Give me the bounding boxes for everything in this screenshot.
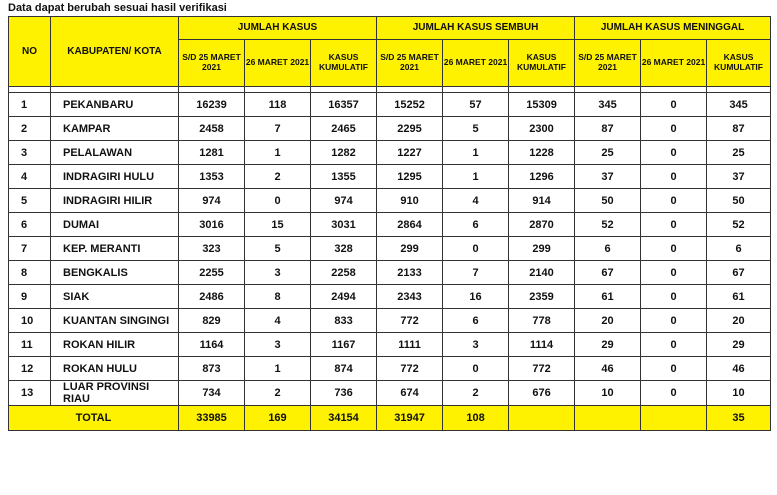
row-value-cell: 5: [245, 237, 311, 261]
row-number: 10: [9, 309, 51, 333]
row-value-cell: 674: [377, 381, 443, 406]
row-value-cell: 25: [707, 141, 771, 165]
row-value-cell: 2: [443, 381, 509, 406]
row-value-cell: 2133: [377, 261, 443, 285]
row-value-cell: 4: [245, 309, 311, 333]
row-number: 12: [9, 357, 51, 381]
row-value-cell: 2359: [509, 285, 575, 309]
row-value-cell: 772: [377, 309, 443, 333]
row-value-cell: 6: [575, 237, 641, 261]
row-value-cell: 15309: [509, 93, 575, 117]
row-value-cell: 829: [179, 309, 245, 333]
row-kabupaten-name: INDRAGIRI HILIR: [51, 189, 179, 213]
row-value-cell: 910: [377, 189, 443, 213]
total-value-cell: 35: [707, 406, 771, 431]
row-value-cell: 46: [707, 357, 771, 381]
row-value-cell: 3: [245, 333, 311, 357]
row-value-cell: 833: [311, 309, 377, 333]
row-value-cell: 2295: [377, 117, 443, 141]
row-value-cell: 1355: [311, 165, 377, 189]
row-value-cell: 0: [641, 141, 707, 165]
row-value-cell: 0: [443, 357, 509, 381]
row-value-cell: 37: [707, 165, 771, 189]
row-value-cell: 1167: [311, 333, 377, 357]
row-value-cell: 0: [641, 117, 707, 141]
subheader-26-maret: 26 MARET 2021: [245, 40, 311, 87]
row-value-cell: 2458: [179, 117, 245, 141]
row-value-cell: 2870: [509, 213, 575, 237]
row-number: 3: [9, 141, 51, 165]
covid-cases-table: [8, 16, 771, 431]
row-value-cell: 1: [245, 357, 311, 381]
row-number: 11: [9, 333, 51, 357]
row-kabupaten-name: KEP. MERANTI: [51, 237, 179, 261]
table-row: [9, 237, 771, 261]
row-value-cell: 25: [575, 141, 641, 165]
subheader-kasus-kumulatif: KASUS KUMULATIF: [509, 40, 575, 87]
table-row: [9, 333, 771, 357]
row-value-cell: 46: [575, 357, 641, 381]
row-value-cell: 3016: [179, 213, 245, 237]
row-value-cell: 29: [575, 333, 641, 357]
row-value-cell: 20: [707, 309, 771, 333]
row-value-cell: 6: [443, 309, 509, 333]
row-value-cell: 873: [179, 357, 245, 381]
header-kabupaten-kota: KABUPATEN/ KOTA: [51, 17, 179, 87]
row-value-cell: 736: [311, 381, 377, 406]
subheader-sd-25-maret: S/D 25 MARET 2021: [377, 40, 443, 87]
row-value-cell: 7: [443, 261, 509, 285]
header-jumlah-kasus: JUMLAH KASUS: [179, 17, 377, 40]
verification-note: Data dapat berubah sesuai hasil verifikasi: [8, 2, 227, 14]
row-number: 7: [9, 237, 51, 261]
row-value-cell: 0: [641, 333, 707, 357]
row-value-cell: 61: [707, 285, 771, 309]
row-value-cell: 778: [509, 309, 575, 333]
row-value-cell: 0: [443, 237, 509, 261]
row-value-cell: 1228: [509, 141, 575, 165]
table-row: [9, 117, 771, 141]
row-value-cell: 345: [575, 93, 641, 117]
row-value-cell: 2140: [509, 261, 575, 285]
subheader-sd-25-maret: S/D 25 MARET 2021: [179, 40, 245, 87]
row-value-cell: 0: [641, 189, 707, 213]
row-value-cell: 87: [707, 117, 771, 141]
row-value-cell: 299: [377, 237, 443, 261]
row-number: 5: [9, 189, 51, 213]
row-value-cell: 772: [509, 357, 575, 381]
row-value-cell: 2: [245, 381, 311, 406]
row-kabupaten-name: PEKANBARU: [51, 93, 179, 117]
row-value-cell: 323: [179, 237, 245, 261]
row-value-cell: 52: [575, 213, 641, 237]
row-value-cell: 8: [245, 285, 311, 309]
table-body: [9, 87, 771, 431]
table-row: [9, 261, 771, 285]
row-value-cell: 772: [377, 357, 443, 381]
row-value-cell: 15252: [377, 93, 443, 117]
row-value-cell: 2486: [179, 285, 245, 309]
row-value-cell: 2494: [311, 285, 377, 309]
row-value-cell: 37: [575, 165, 641, 189]
row-value-cell: 2465: [311, 117, 377, 141]
row-value-cell: 1295: [377, 165, 443, 189]
row-value-cell: 1227: [377, 141, 443, 165]
total-value-cell: [641, 406, 707, 431]
table-row: [9, 141, 771, 165]
row-value-cell: 6: [443, 213, 509, 237]
row-value-cell: 1: [443, 165, 509, 189]
row-value-cell: 2: [245, 165, 311, 189]
row-kabupaten-name: KUANTAN SINGINGI: [51, 309, 179, 333]
row-value-cell: 1114: [509, 333, 575, 357]
row-value-cell: 874: [311, 357, 377, 381]
row-value-cell: 328: [311, 237, 377, 261]
row-value-cell: 734: [179, 381, 245, 406]
row-value-cell: 29: [707, 333, 771, 357]
row-value-cell: 1296: [509, 165, 575, 189]
row-kabupaten-name: ROKAN HILIR: [51, 333, 179, 357]
row-value-cell: 6: [707, 237, 771, 261]
row-number: 8: [9, 261, 51, 285]
total-value-cell: 33985: [179, 406, 245, 431]
row-value-cell: 0: [641, 213, 707, 237]
row-value-cell: 2864: [377, 213, 443, 237]
row-value-cell: 3031: [311, 213, 377, 237]
row-value-cell: 0: [641, 93, 707, 117]
row-value-cell: 1353: [179, 165, 245, 189]
row-number: 4: [9, 165, 51, 189]
total-row: [9, 406, 771, 431]
row-value-cell: 0: [641, 261, 707, 285]
row-value-cell: 5: [443, 117, 509, 141]
table-row: [9, 93, 771, 117]
header-no: NO: [9, 17, 51, 87]
row-value-cell: 67: [575, 261, 641, 285]
row-value-cell: 2300: [509, 117, 575, 141]
row-kabupaten-name: INDRAGIRI HULU: [51, 165, 179, 189]
row-value-cell: 914: [509, 189, 575, 213]
row-value-cell: 52: [707, 213, 771, 237]
row-value-cell: 2258: [311, 261, 377, 285]
total-value-cell: 108: [443, 406, 509, 431]
table-row: [9, 309, 771, 333]
subheader-26-maret: 26 MARET 2021: [641, 40, 707, 87]
row-value-cell: 974: [179, 189, 245, 213]
row-value-cell: 67: [707, 261, 771, 285]
row-value-cell: 1281: [179, 141, 245, 165]
row-number: 6: [9, 213, 51, 237]
row-value-cell: 299: [509, 237, 575, 261]
row-value-cell: 676: [509, 381, 575, 406]
row-value-cell: 2343: [377, 285, 443, 309]
row-value-cell: 1: [443, 141, 509, 165]
row-value-cell: 1111: [377, 333, 443, 357]
row-value-cell: 16357: [311, 93, 377, 117]
row-number: 9: [9, 285, 51, 309]
row-value-cell: 1: [245, 141, 311, 165]
row-value-cell: 7: [245, 117, 311, 141]
row-value-cell: 10: [575, 381, 641, 406]
row-value-cell: 0: [641, 309, 707, 333]
row-value-cell: 10: [707, 381, 771, 406]
row-value-cell: 0: [641, 357, 707, 381]
row-value-cell: 50: [707, 189, 771, 213]
table-row: [9, 381, 771, 406]
table-row: [9, 189, 771, 213]
watermark: bermadah.co.id: [500, 455, 740, 485]
table-row: [9, 213, 771, 237]
row-number: 1: [9, 93, 51, 117]
subheader-kasus-kumulatif: KASUS KUMULATIF: [707, 40, 771, 87]
table-row: [9, 165, 771, 189]
row-value-cell: 15: [245, 213, 311, 237]
row-value-cell: 50: [575, 189, 641, 213]
row-value-cell: 1282: [311, 141, 377, 165]
row-value-cell: 87: [575, 117, 641, 141]
total-value-cell: [575, 406, 641, 431]
row-value-cell: 974: [311, 189, 377, 213]
subheader-kasus-kumulatif: KASUS KUMULATIF: [311, 40, 377, 87]
total-value-cell: 169: [245, 406, 311, 431]
row-value-cell: 16: [443, 285, 509, 309]
row-value-cell: 2255: [179, 261, 245, 285]
row-kabupaten-name: KAMPAR: [51, 117, 179, 141]
row-kabupaten-name: ROKAN HULU: [51, 357, 179, 381]
total-label: TOTAL: [9, 406, 179, 431]
row-value-cell: 3: [245, 261, 311, 285]
row-kabupaten-name: BENGKALIS: [51, 261, 179, 285]
row-value-cell: 4: [443, 189, 509, 213]
total-value-cell: 34154: [311, 406, 377, 431]
header-jumlah-kasus-sembuh: JUMLAH KASUS SEMBUH: [377, 17, 575, 40]
row-kabupaten-name: LUAR PROVINSI RIAU: [51, 381, 179, 406]
row-value-cell: 3: [443, 333, 509, 357]
row-value-cell: 1164: [179, 333, 245, 357]
row-value-cell: 0: [641, 381, 707, 406]
row-kabupaten-name: SIAK: [51, 285, 179, 309]
table-row: [9, 357, 771, 381]
row-kabupaten-name: DUMAI: [51, 213, 179, 237]
total-value-cell: [509, 406, 575, 431]
row-value-cell: 57: [443, 93, 509, 117]
row-number: 2: [9, 117, 51, 141]
header-jumlah-kasus-meninggal: JUMLAH KASUS MENINGGAL: [575, 17, 771, 40]
row-value-cell: 345: [707, 93, 771, 117]
row-value-cell: 0: [641, 237, 707, 261]
row-value-cell: 0: [245, 189, 311, 213]
row-value-cell: 61: [575, 285, 641, 309]
row-kabupaten-name: PELALAWAN: [51, 141, 179, 165]
total-value-cell: 31947: [377, 406, 443, 431]
row-value-cell: 20: [575, 309, 641, 333]
table-row: [9, 285, 771, 309]
row-value-cell: 16239: [179, 93, 245, 117]
row-value-cell: 0: [641, 165, 707, 189]
row-number: 13: [9, 381, 51, 406]
subheader-sd-25-maret: S/D 25 MARET 2021: [575, 40, 641, 87]
row-value-cell: 0: [641, 285, 707, 309]
subheader-26-maret: 26 MARET 2021: [443, 40, 509, 87]
row-value-cell: 118: [245, 93, 311, 117]
